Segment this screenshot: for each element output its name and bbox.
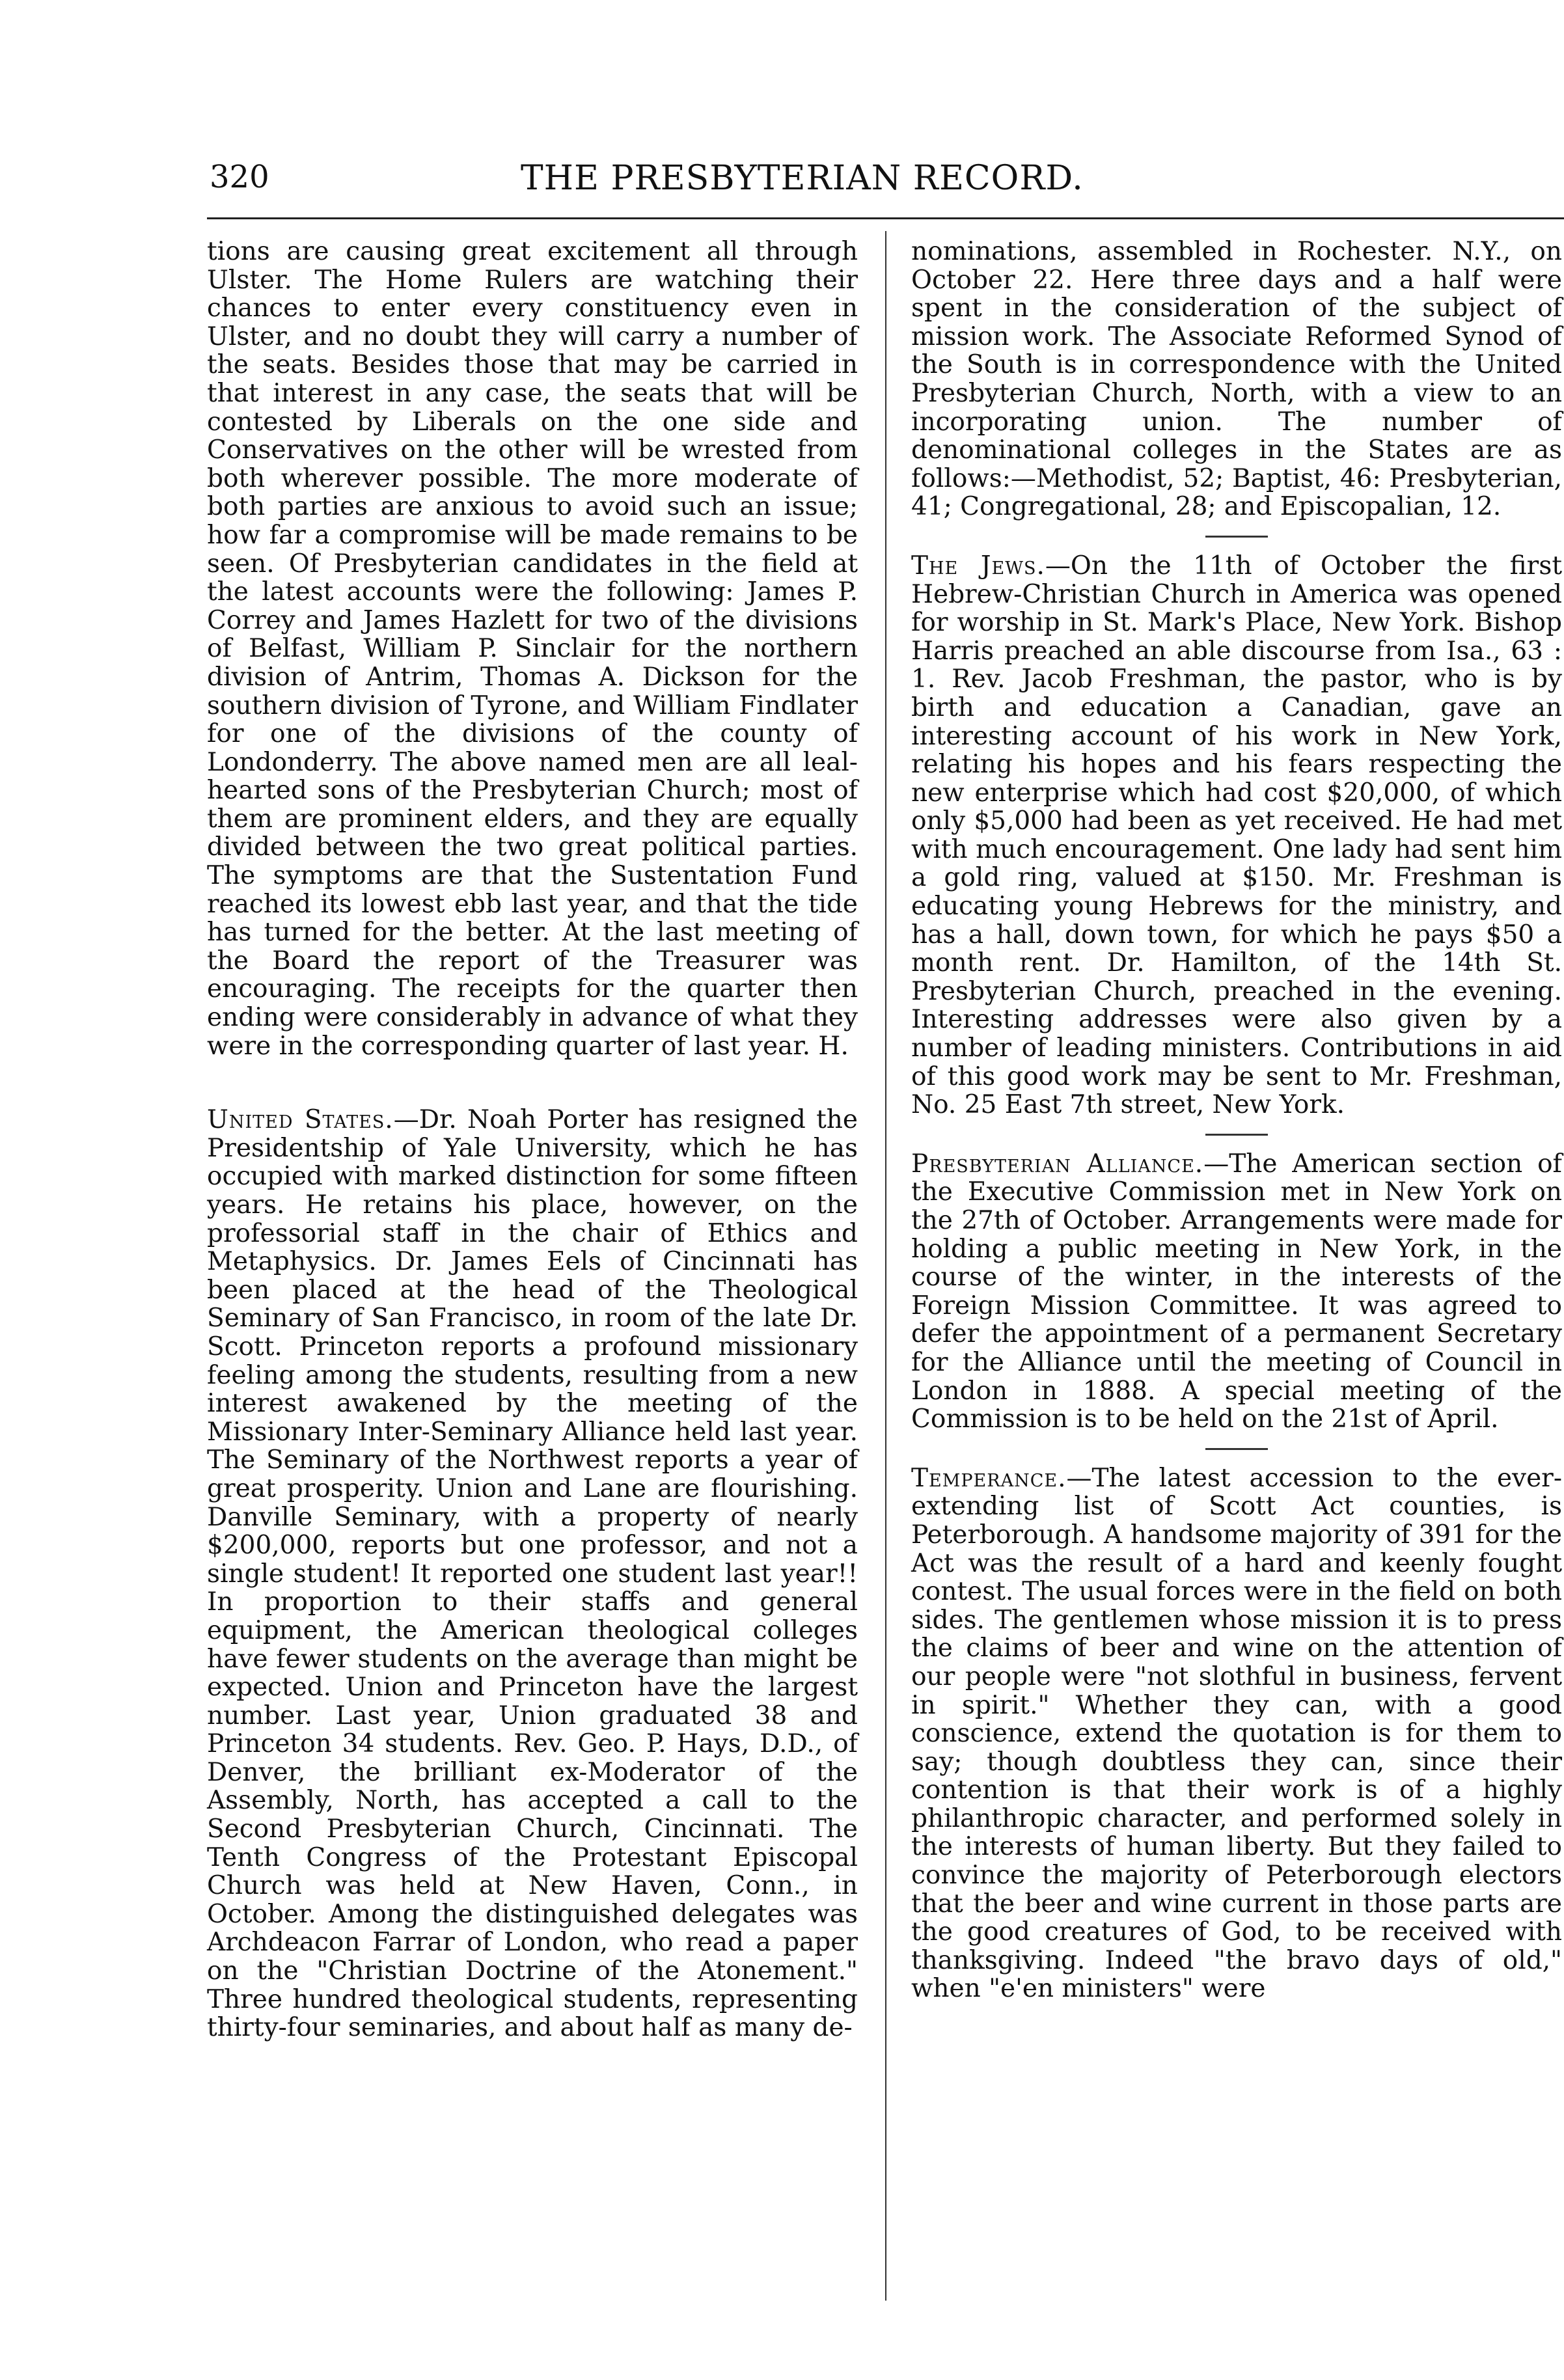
section-rule (1205, 1448, 1268, 1450)
spacer (207, 1060, 858, 1106)
running-title: THE PRESBYTERIAN RECORD. (521, 159, 1084, 198)
alliance-text: —The American section of the Executive Commission met in New York on the 27th of October. Arrangements were made for holding a public meeting in New York, in the course of the winter, in the interests of the Foreign Mission Committee. It was agreed to defer the appointment of a permanent Secretary for the Alliance until the meeting of Council in London in 1888. A special meeting of the Commission is to be held on the 21st of April. (911, 1149, 1562, 1434)
jews-lead: The Jews. (911, 551, 1045, 581)
alliance-lead: Presbyterian Alliance. (911, 1149, 1204, 1179)
left-column (207, 238, 858, 2042)
right-column (911, 238, 1562, 2003)
section-rule (1205, 536, 1268, 538)
temperance-lead: Temperance. (911, 1463, 1067, 1493)
ulster-paragraph: tions are causing great excitement all through Ulster. The Home Rulers are watching their chances to enter every constituency even in Ulster, and no doubt they will carry a number of the seats. Besides those that may be carried in that interest in any case, the seats that will be contested by Liberals on the one side and Conservatives on the other will be wrested from both wherever possible. The more moderate of both parties are anxious to avoid such an issue; how far a compromise will be made remains to be seen. Of Presbyterian candidates in the field at the latest accounts were the following: James P. Correy and James Hazlett for two of the divisions of Belfast, William P. Sinclair for the northern division of Antrim, Thomas A. Dickson for the southern division of Tyrone, and William Findlater for one of the divisions of the county of Londonderry. The above named men are all leal-hearted sons of the Presbyterian Church; most of them are prominent elders, and they are equally divided between the two great political parties. The symptoms are that the Sustentation Fund reached its lowest ebb last year, and that the tide has turned for the better. At the last meeting of the Board the report of the Treasurer was encouraging. The receipts for the quarter then ending were considerably in advance of what they were in the corresponding quarter of last year. H. (207, 237, 858, 1061)
united-states-text: —Dr. Noah Porter has resigned the Presidentship of Yale University, which he has occupied with marked distinction for some fifteen years. He retains his place, however, on the professorial staff in the chair of Ethics and Metaphysics. Dr. James Eels of Cincinnati has been placed at the head of the Theological Seminary of San Francisco, in room of the late Dr. Scott. Princeton reports a profound missionary feeling among the students, resulting from a new interest awakened by the meeting of the Missionary Inter-Seminary Alliance held last year. The Seminary of the Northwest reports a year of great prosperity. Union and Lane are flourishing. Danville Seminary, with a property of nearly $200,000, reports but one professor, and not a single student! It reported one student last year!! In proportion to their staffs and general equipment, the American theological colleges have fewer students on the average than might be expected. Union and Princeton have the largest number. Last year, Union graduated 38 and Princeton 34 students. Rev. Geo. P. Hays, D.D., of Denver, the brilliant ex-Moderator of the Assembly, North, has accepted a call to the Second Presbyterian Church, Cincinnati. The Tenth Congress of the Protestant Episcopal Church was held at New Haven, Conn., in October. Among the distinguished delegates was Archdeacon Farrar of London, who read a paper on the "Christian Doctrine of the Atonement." Three hundred theological students, representing thirty-four seminaries, and about half as many de- (207, 1105, 858, 2043)
temperance-paragraph (911, 1464, 1562, 2003)
section-rule (1205, 1134, 1268, 1136)
united-states-lead: United States. (207, 1105, 394, 1135)
jews-text: —On the 11th of October the first Hebrew-Christian Church in America was opened for worship in St. Mark's Place, New York. Bishop Harris preached an able discourse from Isa., 63 : 1. Rev. Jacob Freshman, the pastor, who is by birth and education a Canadian, gave an interesting account of his work in New York, relating his hopes and his fears respecting the new enterprise which had cost $20,000, of which only $5,000 had been as yet received. He had met with much encouragement. One lady had sent him a gold ring, valued at $150. Mr. Freshman is educating young Hebrews for the ministry, and has a hall, down town, for which he pays $50 a month rent. Dr. Hamilton, of the 14th St. Presbyterian Church, preached in the evening. Interesting addresses were also given by a number of leading ministers. Contributions in aid of this good work may be sent to Mr. Freshman, No. 25 East 7th street, New York. (911, 551, 1563, 1120)
rochester-paragraph: nominations, assembled in Rochester. N.Y., on October 22. Here three days and a half were spent in the consideration of the subject of mission work. The Associate Reformed Synod of the South is in correspondence with the United Presbyterian Church, North, with a view to an incorporating union. The number of denominational colleges in the States are as follows:—Methodist, 52; Baptist, 46: Presbyterian, 41; Congregational, 28; and Episcopalian, 12. (911, 237, 1562, 522)
header-rule (207, 217, 1564, 219)
column-divider (885, 231, 886, 2301)
page-number: 320 (210, 159, 269, 195)
united-states-paragraph (207, 1106, 858, 2042)
temperance-text: —The latest accession to the ever-extending list of Scott Act counties, is Peterborough. A handsome majority of 391 for the Act was the result of a hard and keenly fought contest. The usual forces were in the field on both sides. The gentlemen whose mission it is to press the claims of beer and wine on the attention of our people were "not slothful in business, fervent in spirit." Whether they can, with a good conscience, extend the quotation is for them to say; though doubtless they can, since their contention is that their work is of a highly philanthropic character, and performed solely in the interests of human liberty. But they failed to convince the majority of Peterborough electors that the beer and wine current in those parts are the good creatures of God, to be received with thanksgiving. Indeed "the bravo days of old," when "e'en ministers" were (911, 1463, 1562, 2004)
alliance-paragraph (911, 1150, 1562, 1434)
jews-paragraph (911, 552, 1562, 1119)
